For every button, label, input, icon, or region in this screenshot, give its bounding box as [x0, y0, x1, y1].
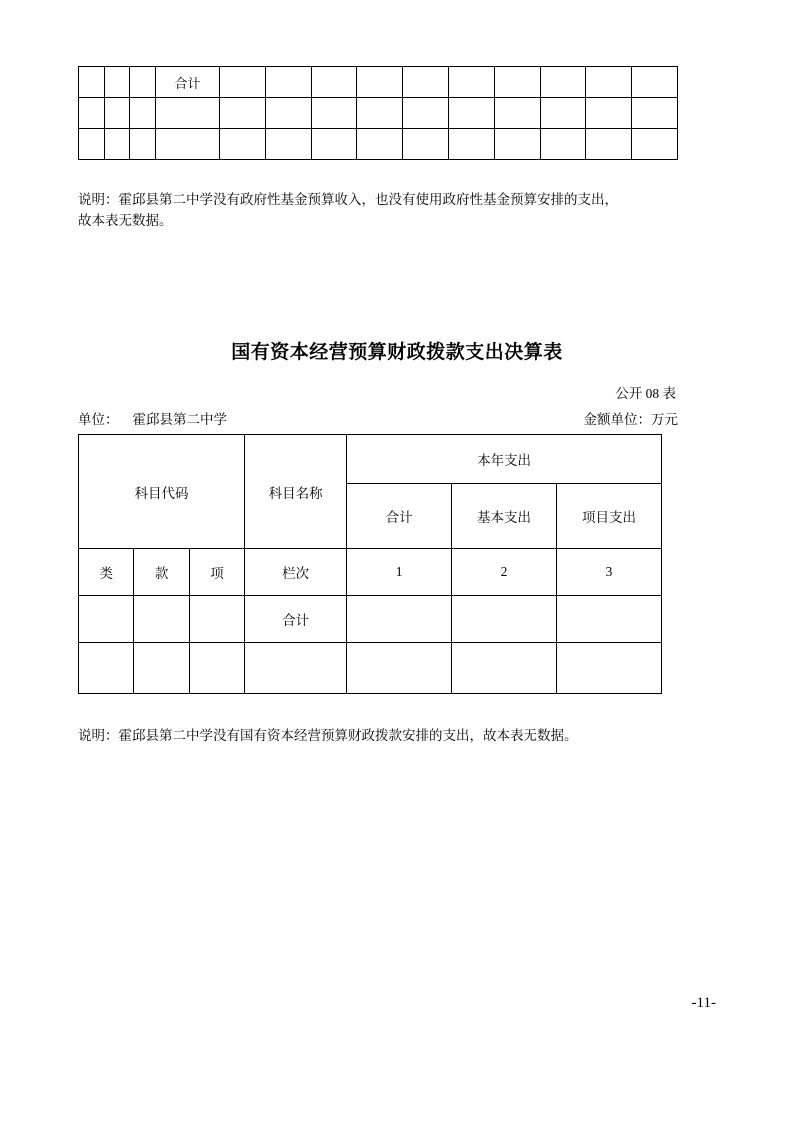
cell	[448, 98, 494, 129]
cell	[403, 98, 449, 129]
cell	[79, 596, 134, 643]
header-section: 款	[134, 549, 189, 596]
cell-total-label: 合计	[155, 67, 219, 98]
column-number-1: 1	[347, 549, 452, 596]
main-table-note: 说明：霍邱县第二中学没有国有资本经营预算财政拨款安排的支出，故本表无数据。	[78, 728, 578, 743]
table-row	[79, 67, 678, 98]
note-line-2: 故本表无数据。	[78, 212, 173, 228]
cell	[357, 98, 403, 129]
cell	[189, 643, 244, 694]
cell	[311, 67, 357, 98]
cell	[134, 643, 189, 694]
cell-total-label: 合计	[245, 596, 347, 643]
cell	[357, 129, 403, 160]
continued-budget-table	[78, 66, 678, 160]
table-row-empty	[79, 643, 662, 694]
cell	[347, 643, 452, 694]
sheet-number: 公开 08 表	[615, 386, 676, 401]
table-row	[79, 98, 678, 129]
cell	[104, 98, 130, 129]
cell	[130, 129, 156, 160]
main-table-container	[78, 434, 662, 694]
cell	[557, 596, 662, 643]
cell	[104, 67, 130, 98]
page-title: 国有资本经营预算财政拨款支出决算表	[231, 342, 563, 363]
header-current-year-expenditure: 本年支出	[347, 435, 662, 484]
cell	[155, 98, 219, 129]
cell	[134, 596, 189, 643]
cell	[265, 129, 311, 160]
table-meta-row	[78, 408, 678, 428]
cell	[540, 67, 586, 98]
cell	[540, 98, 586, 129]
cell	[540, 129, 586, 160]
cell	[452, 643, 557, 694]
header-total: 合计	[347, 484, 452, 549]
column-number-3: 3	[557, 549, 662, 596]
cell	[245, 643, 347, 694]
table-header-row-1	[79, 435, 662, 484]
header-subject-code: 科目代码	[79, 435, 245, 549]
cell	[347, 596, 452, 643]
cell	[220, 98, 266, 129]
unit-label: 单位：	[78, 412, 119, 427]
cell	[632, 129, 678, 160]
column-number-2: 2	[452, 549, 557, 596]
cell	[220, 129, 266, 160]
cell	[494, 98, 540, 129]
cell	[632, 67, 678, 98]
cell	[586, 129, 632, 160]
unit-info	[78, 408, 227, 428]
cell	[494, 67, 540, 98]
cell	[632, 98, 678, 129]
cell	[130, 67, 156, 98]
cell	[448, 129, 494, 160]
page-number: -11-	[691, 995, 716, 1011]
cell	[130, 98, 156, 129]
unit-value: 霍邱县第二中学	[132, 412, 227, 427]
cell	[557, 643, 662, 694]
cell	[220, 67, 266, 98]
header-class: 类	[79, 549, 134, 596]
cell	[357, 67, 403, 98]
header-subject-name: 科目名称	[245, 435, 347, 549]
cell	[265, 98, 311, 129]
cell	[586, 98, 632, 129]
table-row	[79, 129, 678, 160]
state-capital-expenditure-table	[78, 434, 662, 694]
cell	[311, 98, 357, 129]
cell	[79, 98, 105, 129]
cell	[452, 596, 557, 643]
amount-unit: 金额单位：万元	[583, 412, 678, 427]
cell	[189, 596, 244, 643]
header-column-label: 栏次	[245, 549, 347, 596]
continued-table-container	[78, 66, 678, 160]
cell	[104, 129, 130, 160]
cell	[586, 67, 632, 98]
cell	[403, 129, 449, 160]
cell	[79, 129, 105, 160]
cell	[403, 67, 449, 98]
cell	[265, 67, 311, 98]
table-column-number-row	[79, 549, 662, 596]
table-row-total	[79, 596, 662, 643]
cell	[155, 129, 219, 160]
cell	[494, 129, 540, 160]
header-project-expenditure: 项目支出	[557, 484, 662, 549]
cell	[79, 67, 105, 98]
cell	[79, 643, 134, 694]
header-item: 项	[189, 549, 244, 596]
continued-table-note	[78, 190, 678, 232]
cell	[448, 67, 494, 98]
note-line-1: 说明：霍邱县第二中学没有政府性基金预算收入，也没有使用政府性基金预算安排的支出，	[78, 192, 618, 207]
cell	[311, 129, 357, 160]
header-basic-expenditure: 基本支出	[452, 484, 557, 549]
